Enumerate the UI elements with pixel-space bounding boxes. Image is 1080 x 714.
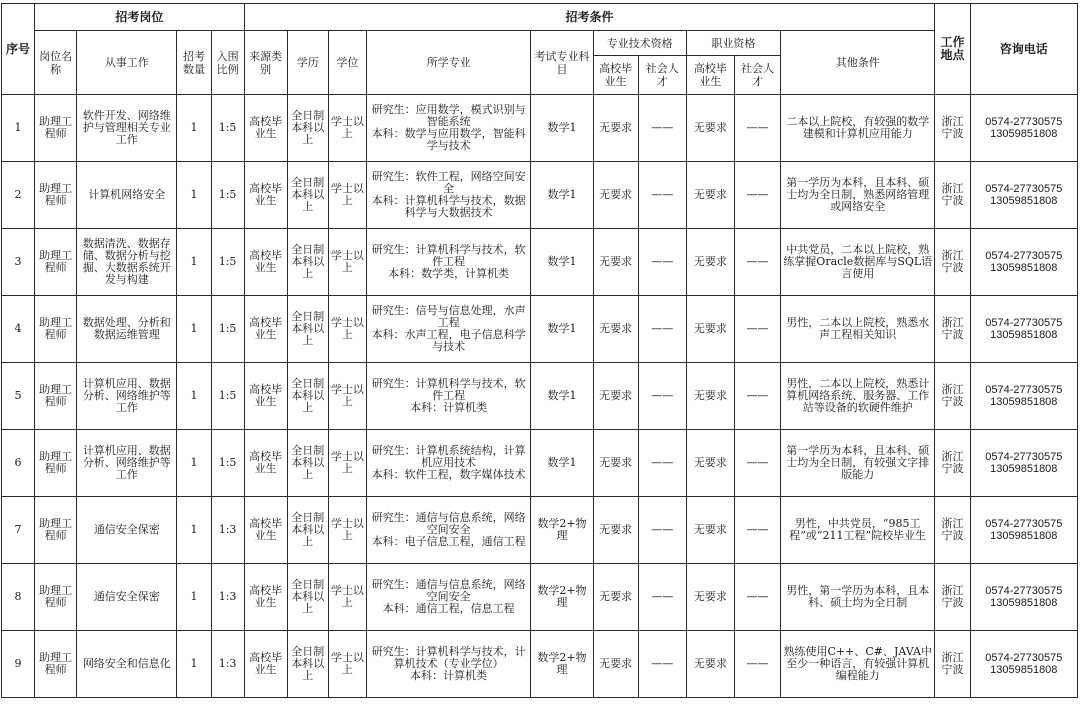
cell-seq: 8 [2, 564, 35, 631]
cell-major [366, 296, 530, 363]
cell-location: 浙江宁波 [935, 229, 970, 296]
phone-landline: 0574-27730575 [985, 183, 1063, 195]
cell-tech-social: —— [638, 229, 686, 296]
cell-phone [970, 95, 1077, 162]
cell-ratio: 1:5 [211, 95, 244, 162]
cell-degree: 学士以上 [328, 430, 366, 497]
header-other: 其他条件 [781, 31, 935, 95]
cell-exam: 数学1 [531, 95, 593, 162]
cell-quota: 1 [177, 430, 211, 497]
cell-career-grad: 无要求 [686, 162, 734, 229]
cell-degree: 学士以上 [328, 229, 366, 296]
cell-other: 男性，二本以上院校，熟悉水声工程相关知识 [781, 296, 935, 363]
table-row [2, 162, 1078, 229]
cell-other: 男性，二本以上院校，熟悉计算机网络系统、服务器、工作站等设备的软硬件维护 [781, 363, 935, 430]
cell-major [366, 229, 530, 296]
cell-phone [970, 430, 1077, 497]
cell-degree: 学士以上 [328, 363, 366, 430]
phone-landline: 0574-27730575 [985, 116, 1063, 128]
cell-exam: 数学1 [531, 430, 593, 497]
header-row-top [2, 4, 1078, 31]
cell-tech-grad: 无要求 [593, 631, 638, 698]
cell-quota: 1 [177, 95, 211, 162]
cell-position: 助理工程师 [35, 497, 77, 564]
cell-major [366, 564, 530, 631]
cell-other: 第一学历为本科，且本科、硕士均为全日制，有较强文字排版能力 [781, 430, 935, 497]
cell-major [366, 95, 530, 162]
cell-tech-grad: 无要求 [593, 296, 638, 363]
phone-landline: 0574-27730575 [985, 585, 1063, 597]
header-degree: 学位 [328, 31, 366, 95]
cell-career-grad: 无要求 [686, 363, 734, 430]
cell-tech-social: —— [638, 564, 686, 631]
header-seq: 序号 [2, 4, 35, 95]
cell-career-grad: 无要求 [686, 95, 734, 162]
cell-quota: 1 [177, 363, 211, 430]
cell-work: 计算机应用、数据分析、网络维护等工作 [77, 430, 177, 497]
header-tech-social: 社会人才 [638, 56, 686, 95]
cell-source: 高校毕业生 [244, 296, 287, 363]
cell-phone [970, 631, 1077, 698]
header-exam: 考试专业科目 [531, 31, 593, 95]
cell-source: 高校毕业生 [244, 95, 287, 162]
cell-ratio: 1:3 [211, 497, 244, 564]
cell-work: 数据处理、分析和数据运维管理 [77, 296, 177, 363]
cell-quota: 1 [177, 497, 211, 564]
cell-source: 高校毕业生 [244, 564, 287, 631]
major-graduate: 研究生：信号与信息处理，水声工程 [371, 304, 526, 329]
cell-position: 助理工程师 [35, 296, 77, 363]
cell-career-social: —— [734, 363, 780, 430]
cell-education: 全日制本科以上 [287, 95, 328, 162]
table-row [2, 296, 1078, 363]
cell-tech-social: —— [638, 497, 686, 564]
cell-career-grad: 无要求 [686, 497, 734, 564]
cell-seq: 3 [2, 229, 35, 296]
cell-career-social: —— [734, 430, 780, 497]
table-row [2, 497, 1078, 564]
cell-major [366, 363, 530, 430]
cell-other: 二本以上院校，有较强的数学建模和计算机应用能力 [781, 95, 935, 162]
cell-exam: 数学1 [531, 296, 593, 363]
cell-position: 助理工程师 [35, 162, 77, 229]
cell-education: 全日制本科以上 [287, 229, 328, 296]
cell-exam: 数学1 [531, 363, 593, 430]
cell-degree: 学士以上 [328, 95, 366, 162]
major-graduate: 研究生：软件工程，网络空间安全 [371, 170, 526, 195]
header-source: 来源类别 [244, 31, 287, 95]
phone-landline: 0574-27730575 [985, 384, 1063, 396]
cell-ratio: 1:5 [211, 363, 244, 430]
cell-seq: 4 [2, 296, 35, 363]
cell-position: 助理工程师 [35, 631, 77, 698]
header-location: 工作地点 [935, 4, 970, 95]
cell-quota: 1 [177, 631, 211, 698]
cell-work: 软件开发、网络维护与管理相关专业工作 [77, 95, 177, 162]
cell-location: 浙江宁波 [935, 497, 970, 564]
cell-work: 数据清洗、数据存储、数据分析与挖掘、大数据系统开发与构建 [77, 229, 177, 296]
recruitment-table [1, 3, 1078, 698]
major-graduate: 研究生：计算机系统结构，计算机应用技术 [371, 444, 526, 469]
cell-major [366, 497, 530, 564]
header-career-social: 社会人才 [734, 56, 780, 95]
phone-landline: 0574-27730575 [985, 652, 1063, 664]
table-row [2, 95, 1078, 162]
header-conditions-group: 招考条件 [244, 4, 935, 31]
cell-other: 中共党员，二本以上院校，熟练掌握Oracle数据库与SQL语言使用 [781, 229, 935, 296]
cell-career-grad: 无要求 [686, 229, 734, 296]
cell-tech-grad: 无要求 [593, 162, 638, 229]
cell-exam: 数学1 [531, 162, 593, 229]
cell-tech-social: —— [638, 95, 686, 162]
cell-work: 网络安全和信息化 [77, 631, 177, 698]
phone-landline: 0574-27730575 [985, 451, 1063, 463]
cell-position: 助理工程师 [35, 430, 77, 497]
phone-mobile: 13059851808 [990, 329, 1058, 341]
header-ratio: 入围比例 [211, 31, 244, 95]
major-graduate: 研究生：通信与信息系统，网络空间安全 [371, 511, 526, 536]
phone-mobile: 13059851808 [990, 262, 1058, 274]
cell-ratio: 1:3 [211, 631, 244, 698]
header-phone: 咨询电话 [970, 4, 1077, 95]
cell-location: 浙江宁波 [935, 564, 970, 631]
table-row [2, 363, 1078, 430]
cell-work: 通信安全保密 [77, 564, 177, 631]
cell-source: 高校毕业生 [244, 229, 287, 296]
major-undergraduate: 本科：数学与应用数学，智能科学与技术 [371, 127, 526, 152]
cell-source: 高校毕业生 [244, 430, 287, 497]
header-tech-qual: 专业技术资格 [593, 31, 686, 56]
cell-seq: 7 [2, 497, 35, 564]
cell-tech-social: —— [638, 162, 686, 229]
cell-source: 高校毕业生 [244, 631, 287, 698]
cell-degree: 学士以上 [328, 497, 366, 564]
major-graduate: 研究生：计算机科学与技术，软件工程 [371, 243, 526, 268]
phone-mobile: 13059851808 [990, 128, 1058, 140]
cell-degree: 学士以上 [328, 296, 366, 363]
cell-tech-social: —— [638, 631, 686, 698]
cell-quota: 1 [177, 162, 211, 229]
cell-quota: 1 [177, 229, 211, 296]
major-undergraduate: 本科：计算机类 [410, 669, 488, 682]
cell-other: 熟练使用C++、C#、JAVA中至少一种语言，有较强计算机编程能力 [781, 631, 935, 698]
cell-source: 高校毕业生 [244, 497, 287, 564]
cell-location: 浙江宁波 [935, 162, 970, 229]
phone-mobile: 13059851808 [990, 530, 1058, 542]
cell-degree: 学士以上 [328, 162, 366, 229]
major-graduate: 研究生：通信与信息系统，网络空间安全 [371, 578, 526, 603]
header-position-group: 招考岗位 [35, 4, 245, 31]
cell-tech-social: —— [638, 363, 686, 430]
cell-education: 全日制本科以上 [287, 631, 328, 698]
header-education: 学历 [287, 31, 328, 95]
header-tech-grad: 高校毕业生 [593, 56, 638, 95]
phone-landline: 0574-27730575 [985, 317, 1063, 329]
major-undergraduate: 本科：电子信息工程，通信工程 [371, 535, 526, 548]
cell-location: 浙江宁波 [935, 296, 970, 363]
cell-phone [970, 564, 1077, 631]
cell-phone [970, 363, 1077, 430]
table-row [2, 564, 1078, 631]
cell-source: 高校毕业生 [244, 162, 287, 229]
table-row [2, 229, 1078, 296]
header-career-grad: 高校毕业生 [686, 56, 734, 95]
cell-career-grad: 无要求 [686, 564, 734, 631]
header-position-name: 岗位名称 [35, 31, 77, 95]
cell-tech-grad: 无要求 [593, 95, 638, 162]
cell-seq: 1 [2, 95, 35, 162]
cell-career-grad: 无要求 [686, 631, 734, 698]
cell-phone [970, 296, 1077, 363]
cell-other: 男性，第一学历为本科，且本科、硕士均为全日制 [781, 564, 935, 631]
cell-ratio: 1:3 [211, 564, 244, 631]
cell-career-social: —— [734, 229, 780, 296]
header-career-qual: 职业资格 [686, 31, 780, 56]
cell-tech-grad: 无要求 [593, 430, 638, 497]
header-quota: 招考数量 [177, 31, 211, 95]
cell-career-social: —— [734, 564, 780, 631]
cell-tech-grad: 无要求 [593, 229, 638, 296]
major-graduate: 研究生：应用数学，模式识别与智能系统 [371, 103, 526, 128]
cell-position: 助理工程师 [35, 95, 77, 162]
cell-career-social: —— [734, 162, 780, 229]
cell-tech-grad: 无要求 [593, 497, 638, 564]
major-undergraduate: 本科：计算机类 [410, 401, 488, 414]
cell-work: 计算机应用、数据分析、网络维护等工作 [77, 363, 177, 430]
cell-phone [970, 497, 1077, 564]
cell-career-grad: 无要求 [686, 296, 734, 363]
major-undergraduate: 本科：通信工程，信息工程 [382, 602, 515, 615]
header-row-mid [2, 31, 1078, 56]
cell-ratio: 1:5 [211, 430, 244, 497]
cell-education: 全日制本科以上 [287, 162, 328, 229]
cell-position: 助理工程师 [35, 363, 77, 430]
cell-career-social: —— [734, 497, 780, 564]
cell-tech-grad: 无要求 [593, 564, 638, 631]
cell-exam: 数学2+物理 [531, 497, 593, 564]
cell-seq: 6 [2, 430, 35, 497]
cell-career-social: —— [734, 95, 780, 162]
cell-degree: 学士以上 [328, 564, 366, 631]
cell-other: 男性，中共党员，“985工程”或“211工程”院校毕业生 [781, 497, 935, 564]
table-row [2, 430, 1078, 497]
cell-location: 浙江宁波 [935, 363, 970, 430]
cell-tech-social: —— [638, 296, 686, 363]
cell-location: 浙江宁波 [935, 95, 970, 162]
major-undergraduate: 本科：水声工程，电子信息科学与技术 [371, 328, 526, 353]
cell-exam: 数学2+物理 [531, 631, 593, 698]
cell-work: 通信安全保密 [77, 497, 177, 564]
major-undergraduate: 本科：计算机科学与技术，数据科学与大数据技术 [371, 194, 526, 219]
cell-education: 全日制本科以上 [287, 296, 328, 363]
cell-seq: 5 [2, 363, 35, 430]
cell-exam: 数学2+物理 [531, 564, 593, 631]
cell-ratio: 1:5 [211, 296, 244, 363]
cell-major [366, 631, 530, 698]
phone-mobile: 13059851808 [990, 664, 1058, 676]
cell-exam: 数学1 [531, 229, 593, 296]
header-work: 从事工作 [77, 31, 177, 95]
cell-education: 全日制本科以上 [287, 363, 328, 430]
cell-education: 全日制本科以上 [287, 564, 328, 631]
major-graduate: 研究生：计算机科学与技术，计算机技术（专业学位） [371, 645, 526, 670]
phone-mobile: 13059851808 [990, 597, 1058, 609]
cell-tech-social: —— [638, 430, 686, 497]
cell-ratio: 1:5 [211, 229, 244, 296]
cell-other: 第一学历为本科，且本科、硕士均为全日制，熟悉网络管理或网络安全 [781, 162, 935, 229]
phone-mobile: 13059851808 [990, 396, 1058, 408]
major-graduate: 研究生：计算机科学与技术，软件工程 [371, 377, 526, 402]
header-major: 所学专业 [366, 31, 530, 95]
cell-source: 高校毕业生 [244, 363, 287, 430]
cell-position: 助理工程师 [35, 229, 77, 296]
cell-career-grad: 无要求 [686, 430, 734, 497]
cell-location: 浙江宁波 [935, 430, 970, 497]
phone-landline: 0574-27730575 [985, 518, 1063, 530]
cell-work: 计算机网络安全 [77, 162, 177, 229]
table-row [2, 631, 1078, 698]
major-undergraduate: 本科：软件工程，数字媒体技术 [371, 468, 526, 481]
cell-location: 浙江宁波 [935, 631, 970, 698]
cell-tech-grad: 无要求 [593, 363, 638, 430]
phone-landline: 0574-27730575 [985, 250, 1063, 262]
cell-seq: 9 [2, 631, 35, 698]
cell-career-social: —— [734, 631, 780, 698]
cell-phone [970, 229, 1077, 296]
major-undergraduate: 本科：数学类，计算机类 [388, 267, 510, 280]
cell-phone [970, 162, 1077, 229]
cell-career-social: —— [734, 296, 780, 363]
cell-ratio: 1:5 [211, 162, 244, 229]
cell-quota: 1 [177, 296, 211, 363]
cell-education: 全日制本科以上 [287, 497, 328, 564]
cell-quota: 1 [177, 564, 211, 631]
phone-mobile: 13059851808 [990, 463, 1058, 475]
cell-position: 助理工程师 [35, 564, 77, 631]
phone-mobile: 13059851808 [990, 195, 1058, 207]
cell-seq: 2 [2, 162, 35, 229]
cell-major [366, 162, 530, 229]
cell-major [366, 430, 530, 497]
cell-degree: 学士以上 [328, 631, 366, 698]
cell-education: 全日制本科以上 [287, 430, 328, 497]
